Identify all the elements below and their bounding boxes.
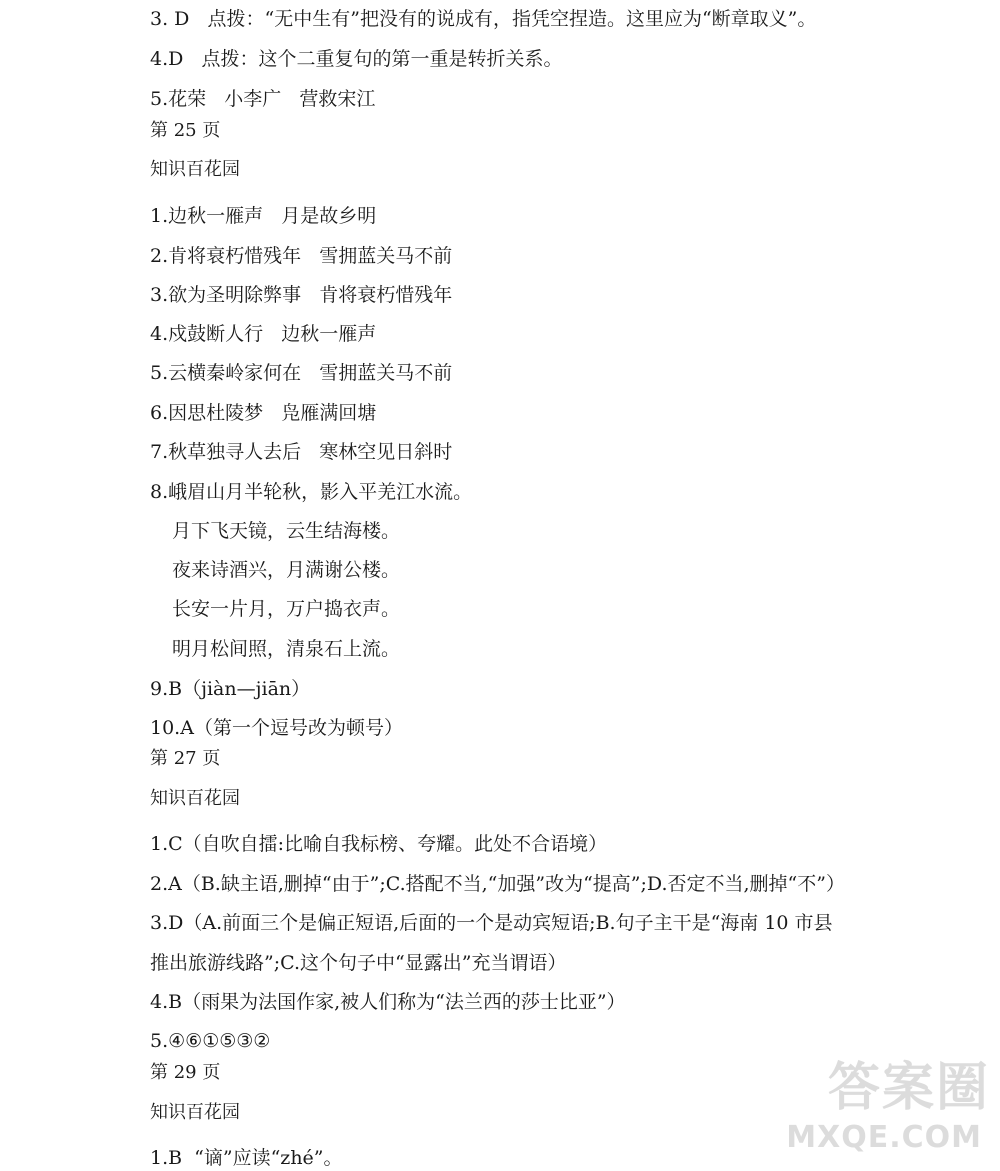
answer-line: 5.云横秦岭家何在 雪拥蓝关马不前 bbox=[150, 362, 453, 384]
section-heading: 知识百花园 bbox=[150, 788, 240, 809]
answer-line-4d: 4.D 点拨：这个二重复句的第一重是转折关系。 bbox=[150, 48, 563, 70]
section-heading: 知识百花园 bbox=[150, 1102, 240, 1123]
answer-line: 7.秋草独寻人去后 寒林空见日斜时 bbox=[150, 441, 453, 463]
answer-line: 4.戍鼓断人行 边秋一雁声 bbox=[150, 323, 377, 345]
answer-line: 10.A（第一个逗号改为顿号） bbox=[150, 717, 403, 739]
page-heading-25: 第 25 页 bbox=[150, 120, 221, 141]
answer-line: 2.A（B.缺主语,删掉“由于”;C.搭配不当,“加强”改为“提高”;D.否定不当,删掉“不”） bbox=[150, 873, 845, 895]
page-heading-29: 第 29 页 bbox=[150, 1062, 221, 1083]
answer-line-continued: 推出旅游线路”;C.这个句子中“显露出”充当谓语） bbox=[150, 952, 567, 974]
poem-line: 夜来诗酒兴，月满谢公楼。 bbox=[172, 559, 401, 581]
answer-line: 1.边秋一雁声 月是故乡明 bbox=[150, 205, 377, 227]
poem-line: 月下飞天镜，云生结海楼。 bbox=[172, 520, 401, 542]
answer-line: 1.C（自吹自擂:比喻自我标榜、夸耀。此处不合语境） bbox=[150, 833, 608, 855]
answer-line: 9.B（jiàn—jiān） bbox=[150, 678, 311, 700]
answer-line-5: 5.花荣 小李广 营救宋江 bbox=[150, 88, 376, 110]
section-heading: 知识百花园 bbox=[150, 159, 240, 180]
answer-line: 1.B “谪”应读“zhé”。 bbox=[150, 1147, 343, 1169]
answer-line: 3.D（A.前面三个是偏正短语,后面的一个是动宾短语;B.句子主干是“海南 10 市县 bbox=[150, 912, 833, 934]
answer-line-3d: 3. D 点拨：“无中生有”把没有的说成有，指凭空捏造。这里应为“断章取义”。 bbox=[150, 8, 817, 30]
answer-line: 6.因思杜陵梦 凫雁满回塘 bbox=[150, 402, 377, 424]
answer-line: 8.峨眉山月半轮秋，影入平羌江水流。 bbox=[150, 481, 473, 503]
poem-line: 明月松间照，清泉石上流。 bbox=[172, 638, 401, 660]
answer-line: 3.欲为圣明除弊事 肯将衰朽惜残年 bbox=[150, 284, 453, 306]
answer-line: 4.B（雨果为法国作家,被人们称为“法兰西的莎士比亚”） bbox=[150, 991, 626, 1013]
site-watermark bbox=[786, 1045, 990, 1165]
answer-line: 2.肯将衰朽惜残年 雪拥蓝关马不前 bbox=[150, 245, 453, 267]
poem-line: 长安一片月，万户捣衣声。 bbox=[172, 598, 401, 620]
answer-line: 5.④⑥①⑤③② bbox=[150, 1030, 271, 1052]
watermark-url: MXQE.COM bbox=[786, 1120, 982, 1155]
page-heading-27: 第 27 页 bbox=[150, 748, 221, 769]
watermark-logo-text: 答案圈 bbox=[827, 1058, 990, 1118]
